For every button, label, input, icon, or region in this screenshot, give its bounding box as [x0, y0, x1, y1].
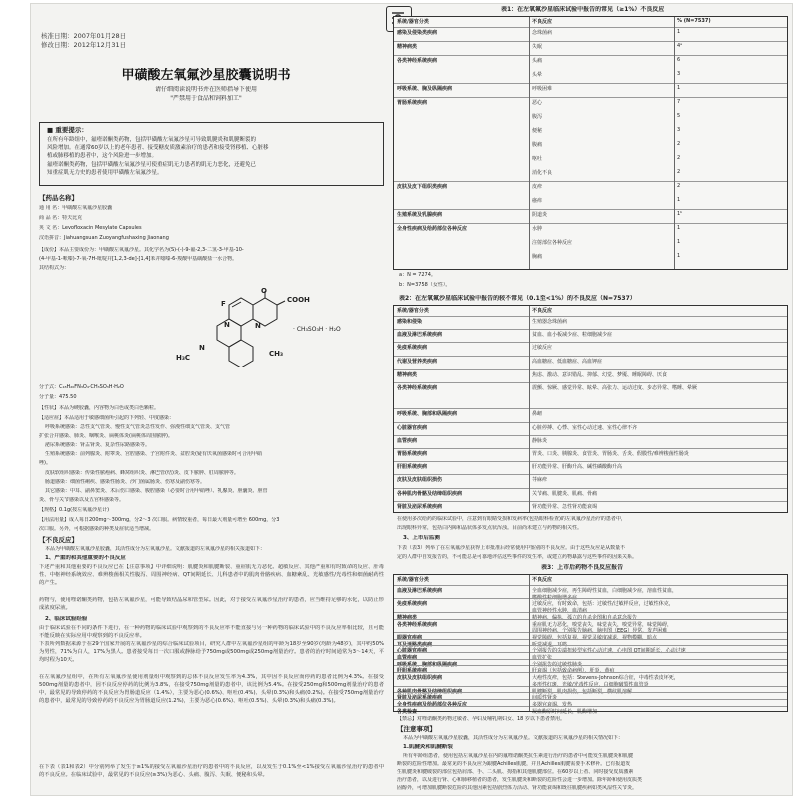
indication-line: 其它感染：中耳、副鼻窦炎、术后伤口感染、腹腔感染（必要时合用甲硝唑）、乳腺炎、胆囊炎、胆管	[45, 488, 268, 494]
table-cell: 肌腱断裂，肌肉损伤，包括断裂，横纹肌溶解	[532, 688, 633, 695]
table-cell: 全身性疾病及给药部位各种反应	[397, 226, 468, 232]
table-cell: 头痛	[532, 58, 543, 64]
table-row	[394, 223, 787, 238]
warning-line: 在所有年龄组中，氟喹诺酮类药物，包括甲磺酸左氧氟沙星可导致肌腱炎和肌腱断裂的	[47, 137, 257, 143]
table-cell: 失眠	[532, 44, 543, 50]
adverse-paragraph: 在下表（表1和表2）中分别列举了发生于≥1%的接受左氧氟沙星治疗的患者中的不良反应，以及发生于0.1%至<1%接受左氧氟沙星治疗的患者中的不良反应。在临床试验中，最常见的不良反应(≥3%)为恶心、头痛、腹泻、失眠、便秘和头晕。	[39, 764, 384, 778]
table-cell: 心脏器官疾病	[397, 648, 428, 655]
structure-label: O	[261, 287, 267, 295]
indication-line: 皮肤软组织感染：传染性脓疱病、蜂窝组织炎、淋巴管(结)炎、皮下脓肿、肛周脓肿等。	[45, 470, 239, 476]
subtitle-line: 请仔细阅读说明书并在医师指导下使用	[154, 86, 257, 93]
table-cell: 胃肠系统疾病	[397, 100, 428, 106]
table-cell: 血管疾病	[397, 655, 418, 661]
table-row	[394, 329, 787, 343]
table-column-divider	[674, 17, 675, 269]
table-cell: 免疫系统疾病	[397, 601, 428, 608]
table-cell: 1	[677, 239, 681, 245]
dosage-line: 【用法用量】成人每日200mg～300mg，分2～3 次口服。病情较重者，每日最大剂量可增至 600mg，分3	[39, 517, 280, 523]
properties-line: 【性状】本品为硬胶囊，内容物为白色或类白色颗粒。	[39, 405, 160, 411]
table-cell: 1ᵇ	[677, 211, 683, 217]
specification-line: 【规格】0.1g(按左氧氟沙星计)	[39, 507, 110, 513]
table-cell: 免疫系统疾病	[397, 345, 428, 352]
molecular-formula: 分子式：C₁₈H₂₀FN₃O₄·CH₃SO₃H·H₂O	[39, 384, 124, 390]
table-row	[394, 83, 787, 98]
body-line: 所有年龄组患者，使用包括左氧氟沙星在内的氟喹诺酮类抗生素进行治疗的患者中可能发生肌腱炎和肌腱	[403, 753, 634, 759]
table-cell: 精神病，偏执，孤立的自杀企图和自杀意念报告	[532, 614, 638, 621]
subtitle-line: "严禁用于食品和饲料加工"	[170, 95, 242, 102]
table-column-divider	[529, 306, 530, 512]
body-line: 治疗患者，以及进行肾、心和肺移植者的患者，发生肌腱炎和断裂的危险性会进一步增加。除年龄和使用皮质类	[397, 777, 643, 783]
table-cell: 生殖系统及乳腺疾病	[397, 212, 443, 218]
table1	[393, 16, 788, 270]
table-cell: 阴道炎	[532, 212, 548, 218]
indication-line: 呼吸系统感染：急性支气管炎、慢性支气管炎急性发作、弥漫性细支气管炎、支气管	[45, 424, 231, 430]
table-row	[394, 435, 787, 449]
drug-name-line: 通 用 名：甲磺酸左氧氟沙星胶囊	[39, 205, 113, 211]
table-cell: 个别报告的过敏性肺炎	[532, 661, 583, 668]
table-cell: 胃炎、口炎、胰腺炎、食管炎、胃肠炎、舌炎、假膜性/难辨梭菌性肠炎	[532, 451, 689, 457]
table-note: b：N=3758（女性）。	[399, 282, 451, 288]
table-cell: 血管神经性水肿，血清病	[532, 608, 588, 615]
table-cell: 肾脏及泌尿系统疾病	[397, 503, 443, 510]
document-page	[30, 3, 793, 796]
table-cell: 荨麻疹	[532, 477, 548, 484]
dosage-line: 次口服。另外，可根据感染的种类及症状适当增减。	[39, 526, 155, 532]
table-cell: 精神病类	[397, 44, 418, 50]
salt-formula: · CH₃SO₃H · H₂O	[293, 326, 341, 333]
structure-label: N	[199, 344, 205, 352]
table-cell: 耳及迷路类疾病	[397, 641, 433, 648]
body-line: 1.肌腱炎和肌腱断裂	[403, 744, 453, 750]
table-cell: 周围神经病，个别报告脑病，脑电图（EEG）异常，发声困难	[532, 628, 668, 635]
table-cell: 生殖器念珠菌病	[532, 319, 568, 325]
table-row	[394, 382, 787, 396]
table-cell: 听觉减退，耳鸣	[532, 641, 568, 648]
table-cell: 多形性红斑，光敏/光毒性反应，白细胞破裂性血管炎	[532, 681, 649, 688]
table3	[393, 574, 788, 715]
table-cell: 6	[677, 57, 681, 63]
table-cell: 高血糖症、低血糖症、高血钾症	[532, 358, 603, 365]
warning-line: 知重症肌无力史的患者使用甲磺酸左氧氟沙星。	[47, 170, 163, 176]
contraindication-line: 【禁忌】对喹诺酮类药物过敏者、孕妇及哺乳期妇女、18 岁以下患者禁用。	[397, 716, 565, 722]
molecular-weight: 分子量：475.50	[39, 394, 77, 400]
table-cell: 心脏器官疾病	[397, 424, 428, 431]
table-cell: 精神病类	[397, 371, 418, 378]
table-cell: 贫血、血小板减少症、粒细胞减少症	[532, 332, 613, 339]
precautions-heading: 【注意事项】	[397, 725, 436, 733]
table-cell: 3	[677, 127, 681, 133]
table-row	[394, 69, 787, 84]
table-cell: 血管扩张	[532, 655, 553, 661]
table-cell: 呼吸系统、胸部和纵隔疾病	[397, 661, 458, 668]
table3-caption: 表3：上市后药物不良反应报告	[541, 564, 624, 571]
table-cell: 重症肌无力恶化，嗅觉丧失，味觉丧失，嗅觉异常，味觉障碍，	[532, 621, 673, 628]
table-row	[394, 139, 787, 154]
table-cell: 全血细胞减少症，再生障碍性贫血，白细胞减少症，溶血性贫血，	[532, 588, 678, 594]
table-cell: 皮疹	[532, 184, 543, 190]
table-row	[394, 55, 787, 70]
table-row	[394, 448, 787, 462]
table-cell: 各类神经系统疾病	[397, 385, 438, 391]
adverse-intro: 本品为甲磺酸左氧氟沙星胶囊，其活性成分为左氧氟沙星。文献报道的左氧氟沙星的相关报道如下：	[45, 546, 266, 552]
adverse-subheading: 2、临床试验经验	[45, 616, 88, 622]
table2-caption: 表2：在左氧氟沙星临床试验中报告的较不常见（0.1至<1%）的不良反应（N=7537）	[399, 295, 636, 302]
table-cell: 恶心	[532, 100, 543, 106]
structure-label: COOH	[287, 296, 310, 304]
approval-date: 核准日期：2007年01月28日	[41, 32, 127, 40]
table-cell: 3	[677, 71, 681, 77]
adverse-heading: 【不良反应】	[39, 536, 78, 544]
warning-line: 风险增加。在通常60岁以上的老年患者、接受糖皮质激素治疗的患者和接受肾移植、心脏移	[47, 145, 269, 151]
adverse-subheading: 1、严重的和其他重要的不良反应	[45, 555, 126, 561]
body-line: 断裂的危险性增加。最常见的不良反应为跟腱Achilles肌腱，并且Achilles肌腱需要手术修补。已有报道发	[397, 761, 631, 767]
table-cell: 肝胆系统疾病	[397, 464, 428, 471]
table-header-cell: 不良反应	[532, 19, 553, 25]
table-row	[394, 251, 787, 266]
table-cell: 血管疾病	[397, 437, 418, 444]
indication-line: 唑)。	[39, 460, 51, 466]
table-cell: 心脏停搏、心悸、室性心动过速、室性心律不齐	[532, 424, 638, 431]
table-cell: 血液及淋巴系统疾病	[397, 588, 443, 594]
table-header-cell: 系统/器官分类	[397, 577, 429, 583]
table-cell: 头晕	[532, 72, 543, 78]
warning-line: 氟喹诺酮类药物，包括甲磺酸左氧氟沙星可使重症肌无力患者的肌无力恶化，还避免已	[47, 162, 257, 168]
table-column-divider	[529, 575, 530, 711]
table-row	[394, 125, 787, 140]
table-cell: 消化不良	[532, 170, 553, 176]
table-row	[394, 461, 787, 475]
table-cell: 呼吸系统、胸部和纵隔疾病	[397, 411, 458, 418]
table-cell: 静脉炎	[532, 437, 548, 444]
table-row	[394, 501, 787, 515]
table-row	[394, 474, 787, 488]
structure-label: N	[224, 321, 230, 329]
table-cell: 2	[677, 183, 681, 189]
table-cell: 肝功能异常、肝酶升高、碱性磷酸酶升高	[532, 464, 623, 471]
table-cell: 皮肤及皮下组织类疾病	[397, 184, 448, 190]
structure-label: F	[221, 300, 226, 308]
table-cell: 1	[677, 29, 681, 35]
body-line: 下表（表3）列举了在左氧氟沙星获得上市批准后经常使用中鉴别的不良反应。由于这些反应是从数量不	[397, 545, 626, 551]
table-cell: 胃肠系统疾病	[397, 451, 428, 457]
table-column-divider	[529, 17, 530, 269]
table2	[393, 305, 788, 513]
table-cell: 呼吸困难	[532, 86, 553, 92]
table-cell: 念珠菌病	[532, 30, 553, 36]
table-cell: 间质性肾炎	[532, 695, 558, 702]
table-cell: 焦虑、激动、意识错乱、抑郁、幻觉、梦魇、睡眠障碍、厌食	[532, 371, 668, 378]
indication-line: 泌尿系统感染：肾盂肾炎、复杂性尿路感染等。	[45, 442, 151, 448]
table-cell: 2	[677, 169, 681, 175]
table-cell: 皮肤及皮肤组织疾病	[397, 675, 443, 682]
table-header-cell: 不良反应	[532, 308, 553, 314]
body-line: 在使用多次给药的临床试验中，注意到有眼睛受损和发病率(包括眼科检查)的左氧氟沙星治疗的患者中，	[397, 516, 626, 522]
table-row	[394, 342, 787, 356]
table-row	[394, 488, 787, 502]
table-cell: 震颤、惊厥、感觉异常、眩晕、高张力、运动过度、步态异常、嗜睡、晕厥	[532, 385, 698, 391]
table-cell: 嗜酸性粒细胞增多症	[532, 594, 578, 601]
table-cell: 各类神经系统疾病	[397, 58, 438, 64]
table-cell: 呼吸系统、胸及纵隔疾病	[397, 86, 453, 92]
indication-line: 【适应症】本品适用于敏感细菌所引起的下列轻、中度感染：	[39, 415, 175, 421]
document-title: 甲磺酸左氧氟沙星胶囊说明书	[121, 68, 291, 83]
table-cell: 各类检查	[397, 708, 418, 715]
table-row	[394, 395, 787, 409]
body-line: 本品为甲磺酸左氧氟沙星胶囊，其活性成分为左氧氟沙星。文献报道的左氧氟沙星的相关情况如下：	[403, 735, 624, 741]
revision-date: 修改日期：2012年12月31日	[41, 41, 127, 49]
adverse-paragraph: 在左氧氟沙星组中，在所有左氧氟沙星使用剂量组中观察到的总体不良反应发生率为4.3%，其中因不良反应而停药的患者比例为4.3%。在接受500mg剂量的患者中，因不良反应停药的比例为3.8%，在接受750mg剂量的患者中，该比例为5.4%。在接受250mg和500mg剂量治疗的患者中，最常见的导致停药的不良反应为胃肠道反应（1.4%），主要为恶心(0.6%)、呕吐(0.4%)、头晕(0.3%)和头痛(0.2%)。在接受750mg剂量治疗的患者中，最常见的导致停药的不良反应为胃肠道反应(1.2%)，主要为恶心(0.6%)、呕吐(0.5%)、头晕(0.3%)和头痛(0.3%)。	[39, 674, 384, 704]
table-cell: 视觉障碍，包括复视，视觉灵敏度减退，视物模糊，暗点	[532, 634, 658, 641]
indication-line: 生殖系统感染：前列腺炎、附睾炎、宫腔感染、子宫附件炎、盆腔炎(疑有厌氧菌感染时可合用甲硝	[45, 451, 262, 457]
table-cell: 2	[677, 155, 681, 161]
table-cell: 2	[677, 141, 681, 147]
table-header-cell: 系统/器官分类	[397, 308, 429, 314]
table-header-cell: 系统/器官分类	[397, 19, 429, 25]
table-cell: 水肿	[532, 226, 543, 232]
warning-line: 植或肺移植的患者中，这个风险进一步增加。	[47, 153, 158, 159]
table-cell: 血液及淋巴系统疾病	[397, 332, 443, 339]
table-row	[394, 706, 787, 714]
body-line: 固醇外，可增加肌腱断裂危险的其他因素包括剧烈体力活动、肾功能衰竭和既往肌腱疾病如类风湿性关节炎。	[397, 785, 638, 791]
drug-name-line: 商 品 名：特夫比克	[39, 215, 83, 221]
table-cell: 7	[677, 99, 681, 105]
table-cell: 各类神经系统疾病	[397, 621, 438, 628]
table-row	[394, 27, 787, 42]
body-line: 3、上市后监测	[403, 535, 440, 541]
body-line: 生肌腱炎和腱破裂的部位包括肩部、手、二头肌、拇指和其他肌腱部位。在60岁以上者、同时接受皮质激素	[397, 769, 634, 775]
table-cell: 腹泻	[532, 114, 543, 120]
adverse-paragraph: 由于临床试验在不同的条件下进行，在一种药物的临床试验中观察到的不良反应率不能直接与另一种药物的临床试验中的不良反应率相比较，且可能不能反映在实际应用中观察到的不良反应率。	[39, 625, 384, 639]
table-cell: 便秘	[532, 128, 543, 134]
table-row	[394, 369, 787, 383]
table-cell: 肾脏及泌尿系统疾病	[397, 695, 443, 702]
table-row	[394, 41, 787, 56]
adverse-paragraph: 下表所列数据来源于在29个国家开展的左氧氟沙星的综合临床试验项目，研究人群中左氧氟沙星组的年龄为18岁至90岁(均龄为48岁)，其中约50%为男性，71%为白人，17%为黑人。患者接受每日一次口服或静脉给予750mg或500mg或250mg剂量治疗。患者的治疗时间通常为3～14天，平均时程为10天。	[39, 641, 384, 663]
adverse-paragraph: 药物与，使用喹诺酮类药物，包括左氧氟沙星，可能导致结晶尿和管型尿。因此，对于接受左氧氟沙星治疗的患者，应当维持足够的水化，以防止形成浓度尿液。	[39, 597, 384, 611]
table-cell: 瘙痒	[532, 198, 543, 204]
table-cell: 胸痛	[532, 254, 543, 260]
table-cell: 过敏反应，有时致命，包括：过敏性/过敏样反应，过敏性休克，	[532, 601, 674, 608]
table-row	[394, 153, 787, 168]
drug-name-line: 汉语拼音：Jiahuangsuan Zuoyangfushaxing Jiaonang	[39, 235, 169, 241]
table-cell: 1	[677, 225, 681, 231]
body-line: 出现眼科异常，包括白内障和晶状体多发点状浑浊。目前尚未建立与药物的相关性。	[397, 525, 583, 531]
table-cell: 肝衰竭（包括致命病例），肝炎，黄疸	[532, 668, 615, 675]
adverse-paragraph: 下述严重和其他重要的不良反应已在【注意事项】中详细说明：肌腱炎和肌腱断裂、重症肌无力恶化、超敏反应、其他严重和有时致命的反应、肝毒性、中枢神经系统效应、难辨梭菌相关性腹泻、周围神经病、QT间期延长、儿科患者中的肌肉骨骼疾病、血糖紊乱、光敏感性/光毒性和细菌耐药性的产生。	[39, 564, 384, 586]
table-cell: 1	[677, 253, 681, 259]
table-cell: 眼器官疾病	[397, 634, 423, 641]
table-row	[394, 195, 787, 210]
indication-line: 扩张合并感染、肺炎、咽喉炎、扁桃体炎(扁桃体周围脓肿)。	[39, 433, 173, 439]
table-row	[394, 209, 787, 224]
table-cell: 皮肤及皮肤组织损伤	[397, 477, 443, 484]
table-row	[394, 97, 787, 112]
structure-label: H₃C	[176, 354, 191, 362]
table-cell: 大疱性皮疹，包括：Stevens-Johnson综合征，中毒性表皮坏死，	[532, 675, 679, 682]
table-cell: 注射部位各种反应	[532, 240, 573, 246]
table-cell: 呕吐	[532, 156, 543, 162]
table-cell: 鼻衄	[532, 411, 543, 418]
table-cell: 各种肌肉骨骼及结缔组织疾病	[397, 688, 463, 695]
table-cell: 5	[677, 113, 681, 119]
table-cell: 4ᵃ	[677, 43, 683, 49]
table-row	[394, 111, 787, 126]
table-cell: 代谢及营养类疾病	[397, 358, 438, 365]
table1-caption: 表1：在左氧氟沙星临床试验中报告的常见（≥1%）不良反应	[501, 6, 665, 13]
warning-heading: ■ 重要提示：	[47, 126, 88, 134]
drug-name-line: 英 文 名：Levofloxacin Mesylate Capsules	[39, 225, 142, 231]
indication-line: 肠道感染：细菌性痢疾、感染性肠炎、沙门菌属肠炎、伤寒及副伤寒等。	[45, 479, 206, 485]
table-cell: 感染及侵染类疾病	[397, 30, 438, 36]
table-cell: 各种肌肉骨骼及结缔组织疾病	[397, 490, 463, 497]
table-cell: 肾功能异常、急性肾功能衰竭	[532, 503, 598, 510]
table-row	[394, 167, 787, 182]
structure-label: N	[255, 322, 261, 330]
table-row	[394, 356, 787, 370]
drug-name-heading: 【药品名称】	[39, 194, 78, 202]
table-header-cell: 不良反应	[532, 577, 553, 583]
table-cell: 凝血酶原时间延长，肌酶增加	[532, 708, 598, 715]
table-row	[394, 316, 787, 330]
table-cell: 1	[677, 85, 681, 91]
table-note: a：N = 7274。	[399, 272, 436, 278]
table-row	[394, 408, 787, 422]
table-row	[394, 181, 787, 196]
table-row	[394, 422, 787, 436]
warning-box	[39, 122, 384, 186]
structure-label: CH₃	[269, 350, 284, 358]
table-cell: 全身性疾病及给药部位各种反应	[397, 701, 468, 708]
ingredients-line: (4-甲基-1-哌嗪)-7-氧-7H-吡啶并[1,2,3-de]-[1,4]苯并噁嗪-6-羧酸甲基磺酸盐一水合物。	[39, 256, 238, 262]
table-cell: 精神病类	[397, 614, 418, 621]
ingredients-line: 【成份】本品主要成份为：甲磺酸左氧氟沙星。其化学名为(S)-(-)-9-氟-2,3-二氢-3-甲基-10-	[39, 247, 244, 253]
body-line: 定的人群中自发报告的，不可能总是可靠地评估这些事件的发生率，或建立药物暴露与这些事件的因果关系。	[397, 554, 638, 560]
table-cell: 感染和侵染	[397, 319, 423, 325]
indication-line: 炎、骨与关节感染以及五官科感染等。	[39, 497, 125, 503]
table-cell: 腹痛	[532, 142, 543, 148]
table-cell: 肝胆系统疾病	[397, 668, 428, 675]
table-cell: 过敏反应	[532, 345, 553, 352]
ingredients-line: 其结构式为：	[39, 265, 70, 271]
table-header-cell: % (N=7537)	[677, 18, 711, 24]
table-cell: 1	[677, 197, 681, 203]
table-cell: 关节痛、肌腱炎、肌痛、骨痛	[532, 490, 598, 497]
table-row	[394, 237, 787, 252]
table-cell: 多器官衰竭，发热	[532, 701, 573, 708]
table-cell: 个别报告的尖端扭转型室性心动过速，心电图 QT间期延长，心动过速	[532, 648, 686, 655]
